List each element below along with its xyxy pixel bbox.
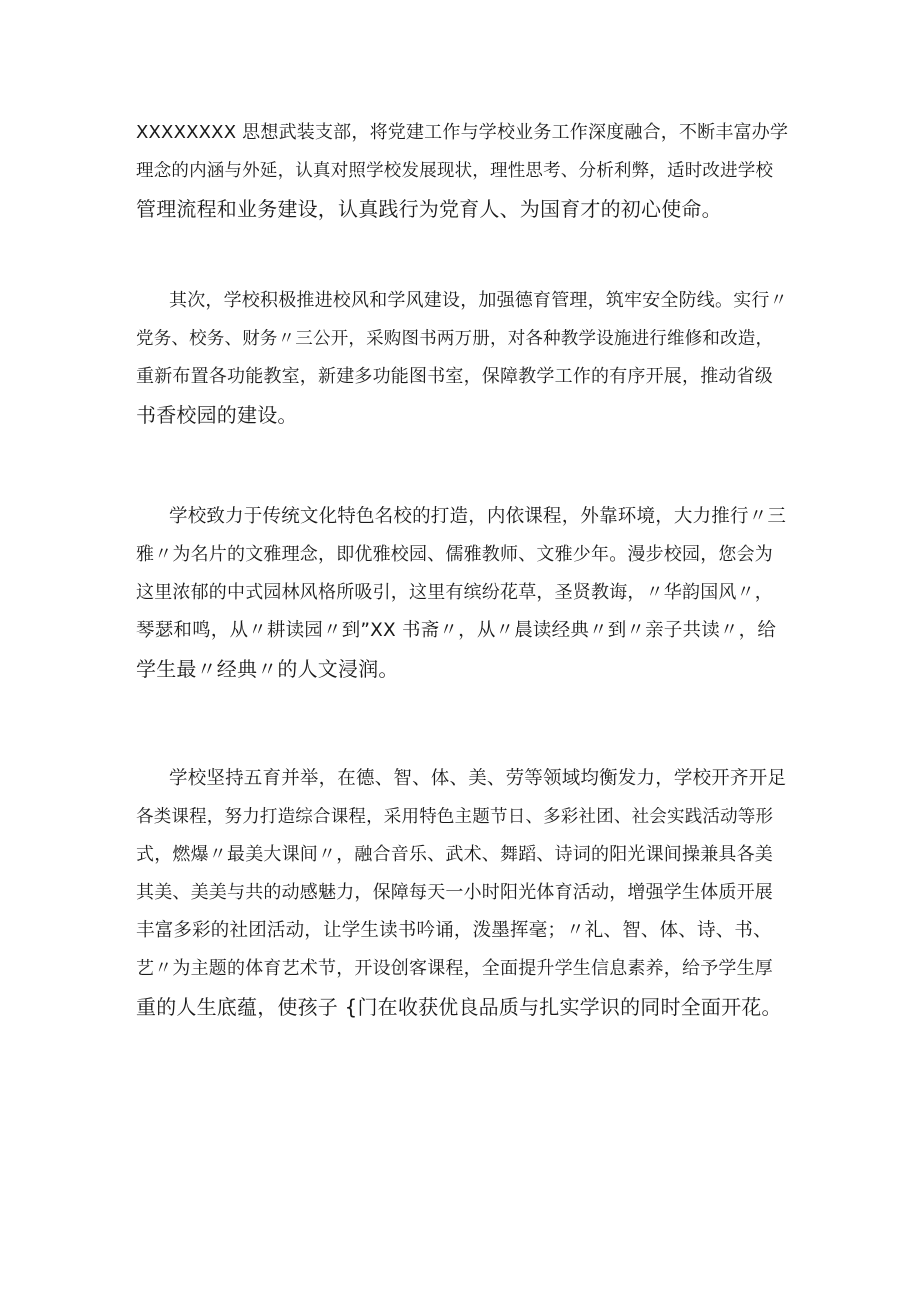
text-line: XXXXXXXX 思想武装支部，将党建工作与学校业务工作深度融合，不断丰富办学 bbox=[136, 122, 789, 143]
paragraph-1 bbox=[136, 114, 788, 228]
paragraph-3 bbox=[136, 498, 788, 688]
text-line: 丰富多彩的社团活动，让学生读书吟诵，泼墨挥毫；〃礼、智、体、诗、书、 bbox=[136, 920, 772, 941]
text-line: 艺〃为主题的体育艺术节，开设创客课程，全面提升学生信息素养，给予学生厚 bbox=[136, 958, 773, 979]
text-line: 重的人生底蕴，使孩子 {门在收获优良品质与扎实学识的同时全面开花。 bbox=[136, 995, 782, 1019]
text-line: 党务、校务、财务〃三公开，采购图书两万册，对各种教学设施进行维修和改造， bbox=[136, 329, 774, 349]
text-line: 这里浓郁的中式园林风格所吸引，这里有缤纷花草，圣贤教诲，〃华韵国风〃， bbox=[136, 582, 773, 603]
text-line: 学校坚持五育并举，在德、智、体、美、劳等领域均衡发力，学校开齐开足 bbox=[169, 768, 787, 789]
text-line: 学校致力于传统文化特色名校的打造，内依课程，外靠环境，大力推行〃三 bbox=[169, 506, 787, 527]
text-line: 重新布置各功能教室，新建多功能图书室，保障教学工作的有序开展，推动省级 bbox=[136, 366, 773, 387]
text-line: 书香校园的建设。 bbox=[136, 403, 298, 427]
text-line: 管理流程和业务建设，认真践行为党育人、为国育才的初心使命。 bbox=[136, 197, 722, 221]
text-line: 理念的内涵与外延，认真对照学校发展现状，理性思考、分析利弊，适时改进学校 bbox=[136, 161, 774, 181]
text-line: 学生最〃经典〃的人文浸润。 bbox=[136, 657, 399, 681]
text-line: 式，燃爆〃最美大课间〃，融合音乐、武术、舞蹈、诗词的阳光课间操兼具各美 bbox=[136, 844, 773, 865]
paragraph-4 bbox=[136, 760, 788, 1026]
text-line: 其美、美美与共的动感魅力，保障每天一小时阳光体育活动，增强学生体质开展 bbox=[136, 882, 773, 903]
paragraph-2 bbox=[136, 282, 788, 434]
text-line: 其次，学校积极推进校风和学风建设，加强德育管理，筑牢安全防线。实行〃 bbox=[169, 290, 788, 311]
text-line: 琴瑟和鸣，从〃耕读园〃到”XX 书斋〃，从〃晨读经典〃到〃亲子共读〃，给 bbox=[136, 620, 777, 641]
text-line: 各类课程，努力打造综合课程，采用特色主题节日、多彩社团、社会实践活动等形 bbox=[136, 807, 774, 827]
text-line: 雅〃为名片的文雅理念，即优雅校园、儒雅教师、文雅少年。漫步校园，您会为 bbox=[136, 544, 773, 565]
